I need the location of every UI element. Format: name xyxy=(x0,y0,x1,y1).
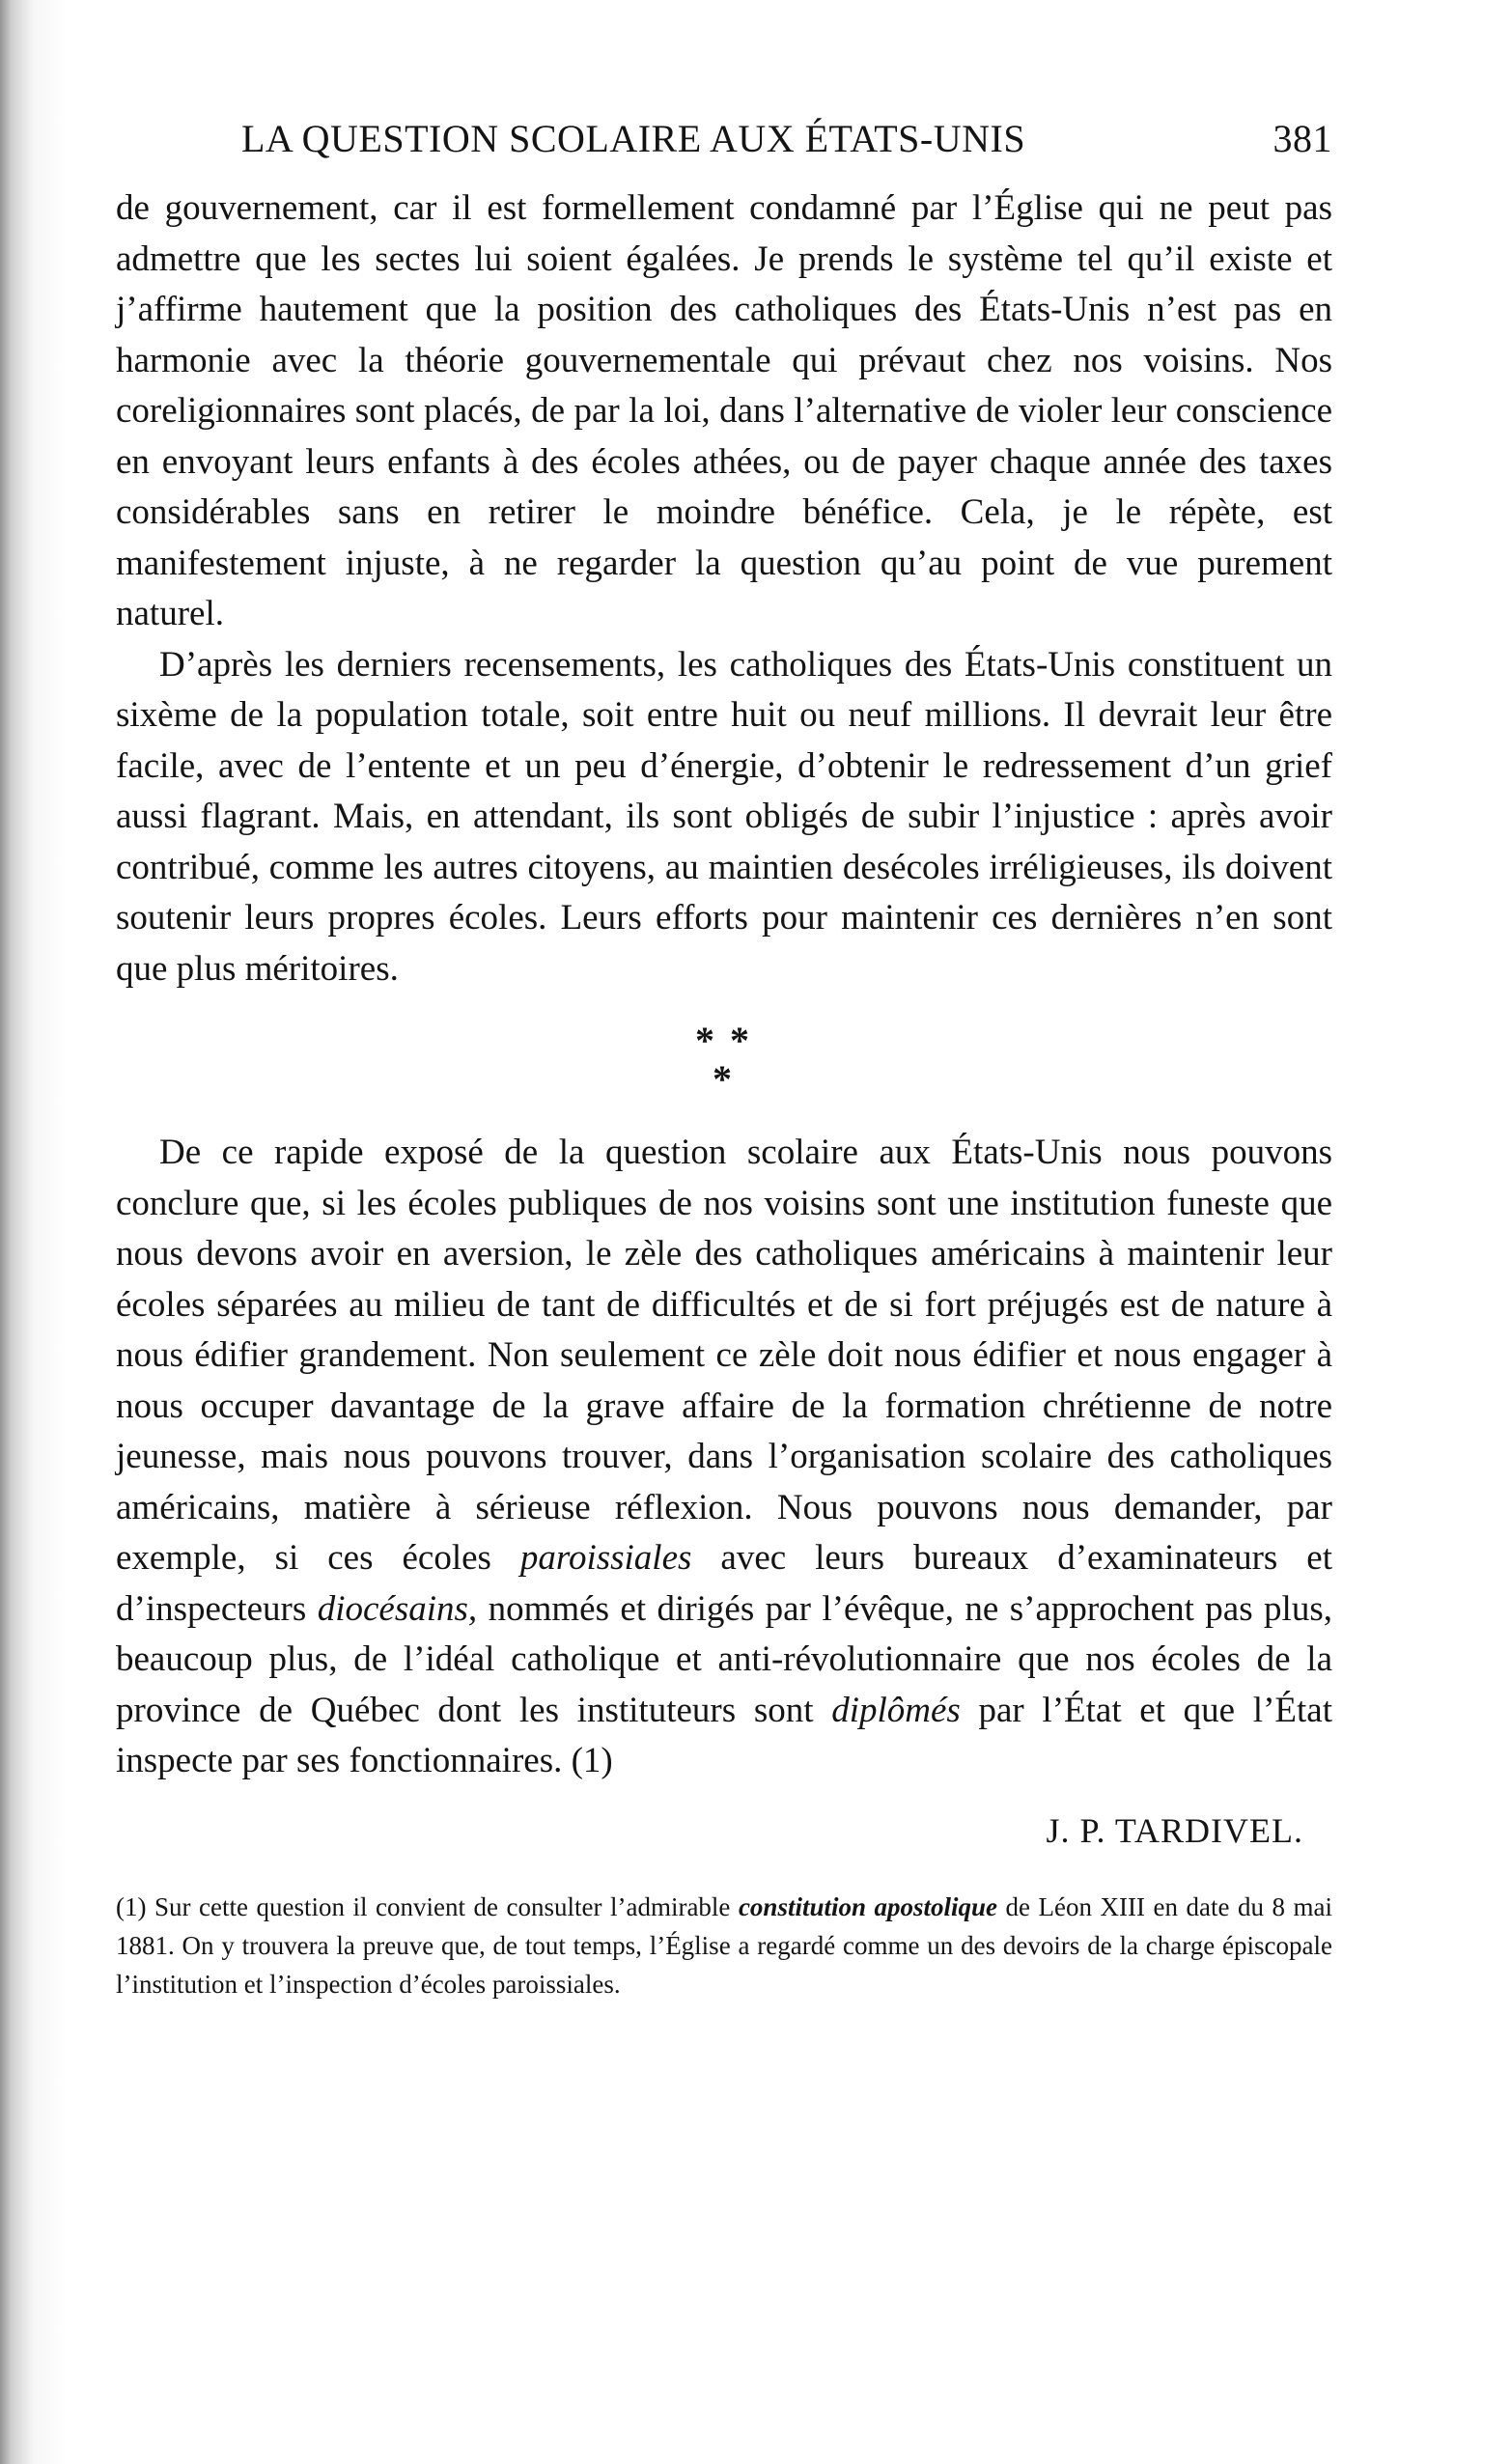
running-head-title: LA QUESTION SCOLAIRE AUX ÉTATS-UNIS xyxy=(241,117,1026,160)
body-text xyxy=(116,183,1332,1787)
italic-diocesains: diocésains, xyxy=(317,1588,478,1629)
footnote-text-1: (1) Sur cette question il convient de consulter l’admirable xyxy=(116,1891,739,1921)
asterism-glyphs: * * * xyxy=(694,1019,753,1101)
conclusion-text-4: par l’État et que l’État inspecte par ses fonctionnaires. (1) xyxy=(116,1690,1332,1780)
book-page xyxy=(116,116,1332,2003)
scan-binding-shadow xyxy=(0,0,68,2464)
conclusion-text-1: De ce rapide exposé de la question scolaire aux États-Unis nous pouvons conclure que, si les écoles publiques de nos voisins sont une institution funeste que nous devons avoir en aversion, le zèle des catholiques américains à maintenir leur écoles séparées au milieu de tant de difficultés et de si fort préjugés est de nature à nous édifier grandement. Non seulement ce zèle doit nous édifier et nous engager à nous occuper davantage de la grave affaire de la formation chrétienne de notre jeunesse, mais nous pouvons trouver, dans l’organisation scolaire des catholiques américains, matière à sérieuse réflexion. Nous pouvons nous demander, par exemple, si ces écoles xyxy=(116,1133,1332,1578)
asterism-separator xyxy=(116,1019,1332,1101)
footnote-text-2: de Léon XIII en date du 8 mai 1881. On y trouvera la preuve que, de tout temps, l’Église a regardé comme un des devoirs de la charge épiscopale l’institution et l’inspection d’écoles paroissiales. xyxy=(116,1891,1332,1999)
paragraph-conclusion xyxy=(116,1128,1332,1787)
conclusion-text-2: avec leurs bureaux d’examinateurs et d’inspecteurs xyxy=(116,1538,1332,1629)
footnote-italic: constitution apostolique xyxy=(738,1891,998,1921)
italic-paroissiales: paroissiales xyxy=(519,1538,692,1578)
footnote xyxy=(116,1888,1332,2003)
running-head xyxy=(241,116,1332,174)
conclusion-text-3: nommés et dirigés par l’évêque, ne s’approchent pas plus, beaucoup plus, de l’idéal catholique et anti-révolutionnaire que nos écoles de la province de Québec dont les instituteurs sont xyxy=(116,1588,1332,1730)
page-number: 381 xyxy=(1272,117,1332,160)
paragraph-census: D’après les derniers recensements, les catholiques des États-Unis constituent un sixème de la population totale, soit entre huit ou neuf millions. Il devrait leur être facile, avec de l’entente et un peu d’énergie, d’obtenir le redressement d’un grief aussi flagrant. Mais, en attendant, ils sont obligés de subir l’injustice : après avoir contribué, comme les autres citoyens, au maintien desécoles irréligieuses, ils doivent soutenir leurs propres écoles. Leurs efforts pour maintenir ces dernières n’en sont que plus méritoires. xyxy=(116,644,1332,989)
author-signature: J. P. TARDIVEL. xyxy=(1046,1810,1303,1850)
paragraph-continuation: de gouvernement, car il est formellement condamné par l’Église qui ne peut pas admettre que les sectes lui soient égalées. Je prends le système tel qu’il existe et j’affirme hautement que la position des catholiques des États-Unis n’est pas en harmonie avec la théorie gouvernementale qui prévaut chez nos voisins. Nos coreligionnaires sont placés, de par la loi, dans l’alternative de violer leur conscience en envoyant leurs enfants à des écoles athées, ou de payer chaque année des taxes considérables sans en retirer le moindre bénéfice. Cela, je le répète, est manifestement injuste, à ne regarder la question qu’au point de vue purement naturel. xyxy=(116,188,1332,633)
italic-diplomes: diplômés xyxy=(831,1690,961,1730)
